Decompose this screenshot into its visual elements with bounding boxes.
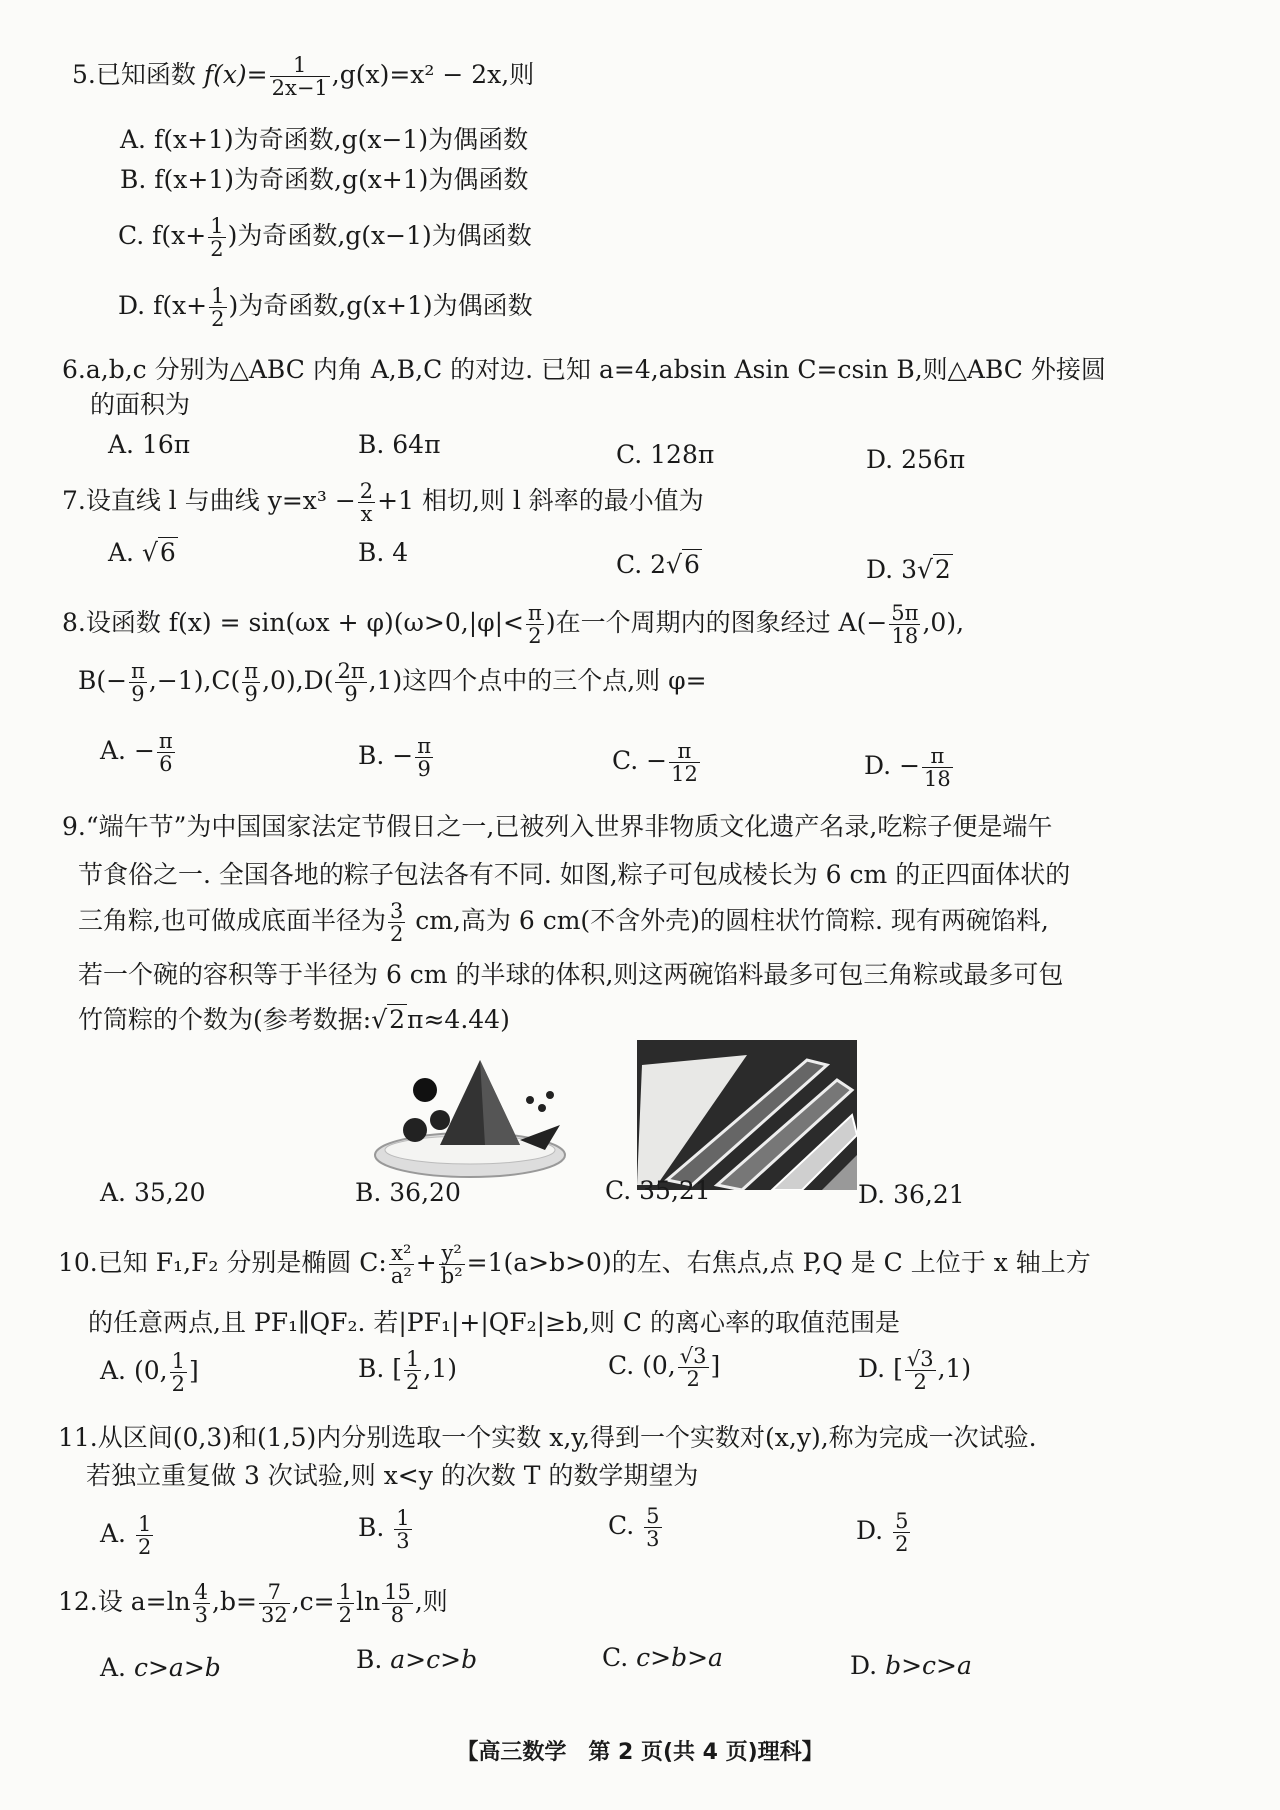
stem-text: 三角粽,也可做成底面半径为 [78,906,386,936]
sign: − [392,741,414,771]
option-text: a>c>b [390,1645,478,1674]
numerator: 4 [194,1580,209,1604]
numerator: 1 [210,214,224,238]
stem-text: =1(a>b>0)的左、右焦点,点 P,Q 是 C 上位于 x 轴上方 [466,1248,1091,1278]
stem-text: “端午节”为中国国家法定节假日之一,已被列入世界非物质文化遗产名录,吃粽子便是端午 [85,812,1053,841]
sqrt: √2 [371,1005,406,1034]
option-label: A. [100,736,127,766]
numerator: 1 [211,284,225,308]
question-6 [0,340,1280,474]
option-b[interactable] [358,1348,457,1393]
option-label: A. [108,538,135,567]
option-c[interactable] [608,1345,720,1390]
option-text: [ [893,1354,903,1384]
numerator: 1 [396,1506,410,1530]
option-text: c>b>a [636,1643,723,1672]
option-label: D. [866,445,894,474]
option-text: )为奇函数,g(x+1)为偶函数 [228,291,533,321]
denominator: 9 [131,682,145,707]
question-number: 8. [62,608,86,638]
fraction [208,215,225,260]
denominator: 9 [417,757,431,782]
fraction [889,602,920,647]
option-d[interactable] [856,1510,912,1555]
stem-text: ,c= [291,1587,335,1617]
option-label: D. [850,1651,878,1680]
option-text: ] [188,1356,199,1386]
option-c[interactable] [608,1505,664,1550]
option-text: f(x+1)为奇函数,g(x+1)为偶函数 [154,165,529,194]
fraction [678,1345,709,1390]
option-d[interactable] [118,285,533,330]
numerator: 1 [338,1580,352,1604]
operator: + [415,1248,437,1278]
option-b[interactable] [358,1507,414,1552]
zongzi-icon [370,1050,580,1190]
question-number: 12. [58,1587,98,1617]
numerator: 5 [646,1504,660,1528]
stem-text: 已知 F₁,F₂ 分别是椭圆 C: [97,1248,387,1278]
option-text: f(x+1)为奇函数,g(x−1)为偶函数 [153,125,529,154]
option-text: )为奇函数,g(x−1)为偶函数 [227,221,532,251]
denominator: 9 [244,682,258,707]
option-label: B. [120,165,147,194]
option-b[interactable] [355,1178,461,1208]
fraction [136,1513,153,1558]
numerator: π [528,601,542,625]
stem-text: ,0),D( [262,666,334,696]
option-label: B. [358,741,385,771]
option-text: [ [392,1354,403,1384]
stem-text: 设函数 f(x) = sin(ωx + φ)(ω>0,|φ|< [85,608,525,638]
stem-text: 若一个碗的容积等于半径为 6 cm 的半球的体积,则这两碗馅料最多可包三角粽或最多可包 [78,960,1064,989]
stem-text: ln [355,1587,381,1617]
numerator: 15 [384,1580,411,1604]
option-text: 36,20 [389,1178,461,1207]
sign: − [133,736,155,766]
denominator: 2 [406,1370,420,1395]
option-a[interactable] [100,1350,199,1395]
radicand: 6 [683,550,700,579]
fraction [905,1348,936,1393]
option-label: B. [355,1178,382,1207]
option-c[interactable] [616,550,702,580]
option-label: C. [612,746,639,776]
option-text: 16π [141,430,191,459]
denominator: 2 [895,1532,909,1557]
option-d[interactable] [864,745,955,790]
denominator: b² [440,1264,463,1289]
denominator: 2 [389,922,404,947]
fraction [389,1242,414,1287]
option-label: C. [616,550,643,579]
option-text: f(x+ [152,221,207,251]
fraction [157,730,175,775]
option-a[interactable] [108,538,178,568]
option-b[interactable] [358,538,408,568]
question-8-stem [62,602,964,647]
option-b[interactable] [356,1645,477,1675]
option-text: 64π [392,430,441,459]
option-text: ,1) [937,1354,972,1384]
denominator: 12 [671,762,698,787]
option-text: f(x+ [153,291,208,321]
option-b[interactable] [358,735,435,780]
question-10-stem [58,1242,1091,1287]
numerator: y² [439,1242,465,1265]
option-label: B. [358,430,385,459]
denominator: 2 [686,1367,700,1392]
question-5 [0,30,1280,330]
option-text: b>c>a [885,1651,972,1680]
numerator: 1 [171,1349,185,1373]
question-number: 6. [62,355,86,384]
sqrt: √2 [916,555,951,584]
sqrt: √6 [666,550,700,579]
option-label: B. [358,538,385,567]
denominator: 3 [396,1529,410,1554]
question-6-stem-line2 [90,390,190,420]
numerator: 7 [259,1581,290,1604]
fraction [394,1507,411,1552]
option-c[interactable] [616,440,714,470]
numerator: π [669,740,700,763]
math-expr: f(x)= [203,60,268,90]
question-6-stem [62,355,1106,385]
question-11 [0,1415,1280,1575]
option-a[interactable] [120,125,528,155]
option-text: ] [710,1351,721,1381]
fraction [669,740,700,785]
numerator: 5 [895,1509,909,1533]
question-11-stem [58,1423,1037,1453]
fraction [526,602,544,647]
fraction [404,1348,421,1393]
fraction [388,900,405,945]
question-7-stem [62,480,704,525]
option-text: 128π [650,440,715,469]
option-label: C. [118,221,145,251]
option-label: C. [605,1176,632,1205]
bamboo-zongzi-icon [637,1040,857,1190]
triangular-zongzi-image [370,1050,580,1190]
fraction [358,480,375,525]
stem-text: 若独立重复做 3 次试验,则 x<y 的次数 T 的数学期望为 [86,1461,699,1490]
denominator: 2x−1 [271,76,328,101]
numerator: 1 [270,54,330,77]
option-c[interactable] [602,1643,723,1673]
stem-text: ,−1),C( [148,666,241,696]
option-text: 35,20 [133,1178,206,1207]
coefficient: 2 [650,550,667,579]
option-text: 256π [901,445,966,474]
question-number: 5. [72,60,96,90]
option-d[interactable] [850,1651,972,1681]
option-d[interactable] [866,555,953,585]
question-7 [0,470,1280,590]
stem-text: ,则 [414,1587,448,1617]
denominator: 8 [390,1603,405,1628]
stem-text: cm,高为 6 cm(不含外壳)的圆柱状竹筒粽. 现有两碗馅料, [407,906,1049,936]
option-label: C. [608,1351,635,1381]
stem-text: 已知函数 [95,60,204,90]
option-label: A. [108,430,135,459]
question-5-stem [72,54,534,99]
question-11-stem-line2 [86,1461,698,1491]
option-label: B. [356,1645,383,1674]
stem-text: π≈4.44) [407,1005,510,1034]
option-label: D. [866,555,894,584]
denominator: 2 [210,237,224,262]
numerator: π [244,659,259,683]
option-b[interactable] [120,165,528,195]
radicand: 6 [159,538,176,567]
fraction [170,1350,187,1395]
question-9-stem-line4 [78,960,1063,990]
stem-text: )在一个周期内的图象经过 A(− [545,608,888,638]
fraction [415,735,433,780]
option-a[interactable] [100,1513,155,1558]
option-text: 35,21 [639,1176,711,1205]
fraction [922,745,953,790]
numerator: π [131,659,145,683]
option-d[interactable] [858,1348,971,1393]
sign: − [646,746,668,776]
fraction [644,1505,661,1550]
option-label: C. [602,1643,629,1672]
question-9-stem-line5 [78,1005,510,1035]
fraction [129,660,147,705]
fraction [335,660,366,705]
denominator: 32 [260,1603,288,1628]
option-label: A. [100,1519,127,1549]
fraction [259,1581,290,1626]
fraction [893,1510,910,1555]
option-d[interactable] [858,1180,965,1210]
question-number: 10. [58,1248,98,1278]
radicand: 2 [934,555,951,584]
denominator: 18 [924,767,951,792]
option-label: A. [100,1178,127,1207]
question-9-stem-line2 [78,860,1070,890]
option-a[interactable] [100,730,177,775]
numerator: π [922,745,953,768]
fraction [193,1581,210,1626]
option-label: B. [358,1513,385,1543]
fraction [209,285,226,330]
option-text: (0, [133,1356,168,1386]
coefficient: 3 [901,555,917,584]
option-c[interactable] [118,215,532,260]
option-label: A. [100,1653,127,1682]
numerator: 5π [891,601,919,625]
stem-text: ,b= [212,1587,257,1617]
option-label: C. [608,1511,635,1541]
denominator: 2 [211,307,225,332]
option-label: C. [616,440,643,469]
denominator: a² [390,1264,412,1289]
stem-text: ,0), [922,608,965,638]
fraction [337,1581,354,1626]
stem-text: ,1)这四个点中的三个点,则 φ= [368,666,707,696]
question-10 [0,1230,1280,1410]
denominator: 3 [646,1527,660,1552]
radicand: 2 [389,1005,406,1034]
numerator: 1 [406,1347,420,1371]
option-a[interactable] [108,430,190,460]
stem-text: +1 相切,则 l 斜率的最小值为 [377,486,704,516]
denominator: 2 [913,1370,927,1395]
numerator: 3 [389,899,404,923]
stem-text: 的任意两点,且 PF₁∥QF₂. 若|PF₁|+|QF₂|≥b,则 C 的离心率的取值范围是 [88,1308,901,1337]
numerator: √3 [679,1344,707,1368]
numerator: √3 [906,1347,934,1371]
denominator: 2 [338,1603,352,1628]
sign: − [899,751,921,781]
question-number: 9. [62,812,86,841]
option-b[interactable] [358,430,441,460]
option-text: 4 [392,538,409,567]
stem-text: a,b,c 分别为△ABC 内角 A,B,C 的对边. 已知 a=4,absin Asin C=csin B,则△ABC 外接圆 [85,355,1106,384]
numerator: x² [389,1242,414,1265]
denominator: 9 [344,682,358,707]
question-8-stem-line2 [78,660,707,705]
numerator: 2 [359,479,374,503]
question-number: 11. [58,1423,98,1452]
denominator: 3 [194,1603,209,1628]
fraction [439,1242,465,1287]
option-text: 36,21 [893,1180,965,1209]
math-expr: ,g(x)=x² − 2x,则 [331,60,535,90]
denominator: x [360,502,373,527]
fraction [242,660,260,705]
page-footer: 【高三数学 第 2 页(共 4 页)理科】 [456,1740,824,1765]
denominator: 2 [137,1535,152,1560]
option-label: A. [100,1356,127,1386]
stem-text: 设直线 l 与曲线 y=x³ − [85,486,356,516]
fraction [382,1581,413,1626]
question-12 [0,1575,1280,1695]
stem-text: 从区间(0,3)和(1,5)内分别选取一个实数 x,y,得到一个实数对(x,y),称为完成一次试验. [97,1423,1037,1452]
denominator: 2 [171,1372,185,1397]
option-c[interactable] [612,740,702,785]
stem-text: 竹筒粽的个数为(参考数据: [78,1005,372,1034]
option-label: D. [858,1354,886,1384]
numerator: 2π [337,659,365,683]
denominator: 2 [528,624,542,649]
question-9-stem [62,812,1052,842]
option-label: D. [864,751,892,781]
question-8 [0,590,1280,800]
stem-text: 节食俗之一. 全国各地的粽子包法各有不同. 如图,粽子可包成棱长为 6 cm 的正四面体状的 [78,860,1071,889]
option-text: ,1) [423,1354,458,1384]
option-a[interactable] [100,1178,206,1208]
question-number: 7. [62,486,86,516]
numerator: 1 [137,1512,152,1536]
option-label: B. [358,1354,385,1384]
fraction [270,54,330,99]
denominator: 18 [891,624,919,649]
stem-text: B(− [78,666,128,696]
question-9 [0,800,1280,1220]
bamboo-tube-zongzi-image [637,1040,857,1190]
option-label: D. [118,291,146,321]
option-text: c>a>b [133,1653,221,1682]
option-label: D. [856,1516,884,1546]
denominator: 6 [159,752,173,777]
option-label: D. [858,1180,886,1209]
stem-text: 设 a=ln [97,1587,191,1617]
option-c[interactable] [605,1176,711,1206]
question-10-stem-line2 [88,1308,900,1338]
option-text: (0, [642,1351,676,1381]
numerator: π [417,734,432,758]
question-9-stem-line3 [78,900,1049,945]
stem-text: 的面积为 [90,390,191,419]
numerator: π [158,729,173,753]
question-12-stem [58,1581,448,1626]
option-a[interactable] [100,1653,221,1683]
sqrt: √6 [141,538,176,567]
option-label: A. [120,125,147,154]
